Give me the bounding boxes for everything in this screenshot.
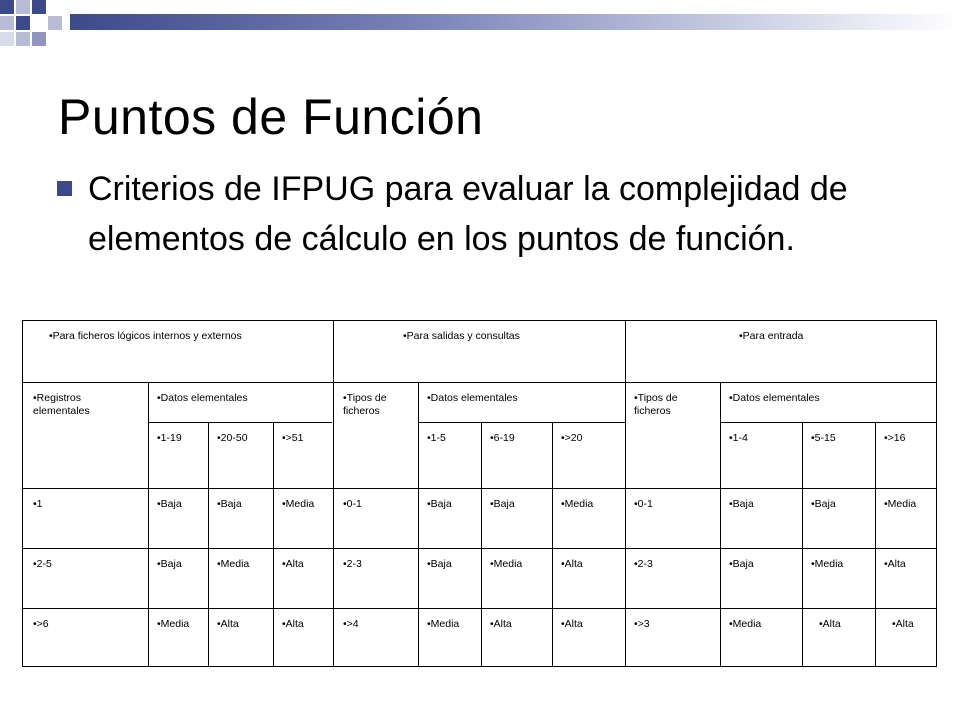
header-square [16,32,30,46]
grid-line [418,382,419,666]
grid-line [148,422,332,423]
header-square [48,16,62,30]
grid-line [552,422,553,666]
range-header: •6-19 [490,432,515,444]
table-cell: •Media [282,498,315,510]
table-cell: •>6 [33,618,49,630]
header-square [0,16,14,30]
range-header: •5-15 [811,432,836,444]
grid-line [273,422,274,666]
table-cell: •1 [33,498,43,510]
column-header: •Datos elementales [157,392,248,404]
square-bullet-icon [57,181,72,196]
table-cell: •Alta [282,618,304,630]
range-header: •1-19 [157,432,182,444]
table-cell: •Baja [217,498,242,510]
row-header: •Registros elementales [33,392,90,417]
table-cell: •Alta [892,618,914,630]
table-cell: •Alta [561,618,583,630]
ifpug-complexity-table [22,320,937,667]
table-cell: •>4 [343,618,359,630]
table-cell: •Media [217,558,250,570]
range-header: •1-4 [729,432,748,444]
table-cell: •Baja [811,498,836,510]
table-cell: •Baja [157,558,182,570]
grid-line [23,382,936,383]
table-cell: •Alta [282,558,304,570]
header-square [32,32,46,46]
table-cell: •Media [811,558,844,570]
table-cell: •Baja [427,498,452,510]
range-header: •20-50 [217,432,248,444]
grid-line [720,422,936,423]
header-gradient-bar [70,14,960,30]
slide-title: Puntos de Función [58,89,484,145]
row-header: •Tipos de ficheros [634,392,678,417]
table-cell: •Baja [490,498,515,510]
grid-line [418,422,625,423]
table-cell: •Media [729,618,762,630]
column-header: •Datos elementales [729,392,820,404]
table-cell: •Alta [819,618,841,630]
header-square [0,32,14,46]
table-cell: •2-3 [343,558,362,570]
grid-line [23,488,936,489]
grid-line [481,422,482,666]
group-header: •Para ficheros lógicos internos y externos [49,330,242,342]
table-cell: •2-3 [634,558,653,570]
table-cell: •Alta [217,618,239,630]
table-cell: •Baja [157,498,182,510]
table-cell: •Alta [490,618,512,630]
header-square [0,0,14,14]
grid-line [333,321,334,666]
table-cell: •0-1 [634,498,653,510]
table-cell: •Media [490,558,523,570]
table-cell: •Alta [884,558,906,570]
grid-line [875,422,876,666]
header-square [32,0,46,14]
table-cell: •0-1 [343,498,362,510]
table-cell: •Media [561,498,594,510]
grid-line [208,422,209,666]
table-cell: •Media [884,498,917,510]
table-cell: •2-5 [33,558,52,570]
header-square [16,0,30,14]
table-cell: •>3 [634,618,650,630]
grid-line [802,422,803,666]
grid-line [23,548,936,549]
range-header: •>20 [561,432,583,444]
row-header: •Tipos de ficheros [343,392,387,417]
group-header: •Para entrada [739,330,804,342]
grid-line [148,382,149,666]
range-header: •>16 [884,432,906,444]
grid-line [720,382,721,666]
column-header: •Datos elementales [427,392,518,404]
table-cell: •Media [157,618,190,630]
table-cell: •Media [427,618,460,630]
bullet-text: Criterios de IFPUG para evaluar la complejidad de elementos de cálculo en los puntos de función. [88,170,848,258]
range-header: •1-5 [427,432,446,444]
table-cell: •Baja [729,498,754,510]
grid-line [625,321,626,666]
grid-line [23,608,936,609]
table-cell: •Baja [427,558,452,570]
range-header: •>51 [282,432,304,444]
table-cell: •Baja [729,558,754,570]
header-square [16,16,30,30]
table-cell: •Alta [561,558,583,570]
group-header: •Para salidas y consultas [403,330,520,342]
